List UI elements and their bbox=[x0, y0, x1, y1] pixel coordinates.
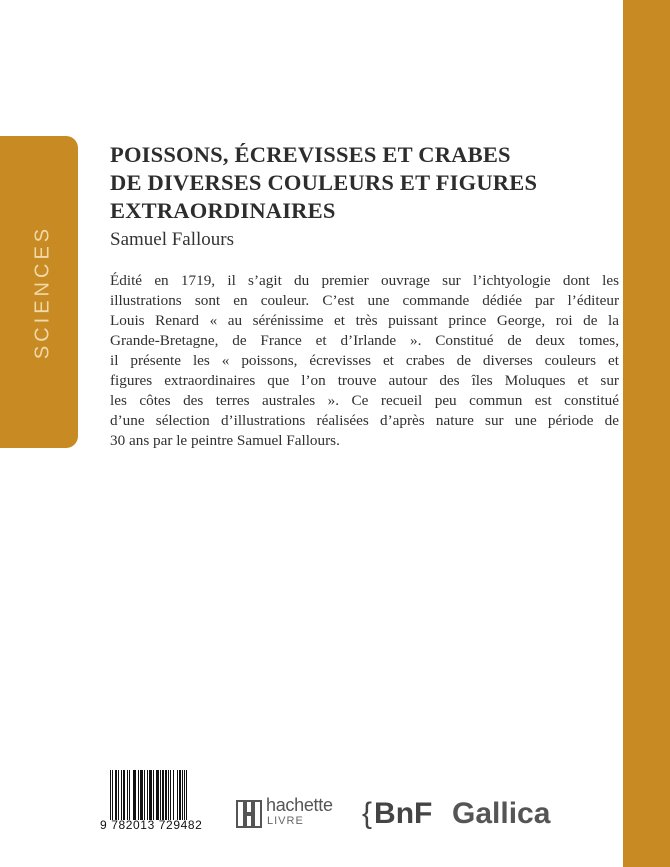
bnf-brace-icon: { bbox=[362, 797, 373, 830]
hachette-name: hachette bbox=[266, 795, 333, 815]
description-line: Louis Renard « au sérénissime et très puissant prince George, roi de la bbox=[110, 312, 619, 329]
isbn-barcode bbox=[100, 770, 224, 832]
isbn-digits: 9 782013 729482 bbox=[100, 818, 203, 832]
book-title bbox=[110, 141, 610, 225]
description-line: illustrations sont en couleur. C’est une commande dédiée par l’éditeur bbox=[110, 292, 619, 309]
cover-edge-band bbox=[623, 0, 670, 867]
description-line: les côtes des terres australes ». Ce recueil peu commun est constitué bbox=[110, 392, 619, 409]
gallica-logo: Gallica bbox=[452, 797, 551, 830]
book-title-line: DE DIVERSES COULEURS ET FIGURES bbox=[110, 170, 538, 195]
book-description bbox=[110, 271, 619, 451]
bnf-logo bbox=[362, 797, 432, 833]
description-line: figures extraordinaires que l’on trouve autour des îles Moluques et sur bbox=[110, 372, 619, 389]
hachette-sub: LIVRE bbox=[267, 815, 304, 827]
book-title-line: POISSONS, ÉCREVISSES ET CRABES bbox=[110, 142, 511, 167]
book-author: Samuel Fallours bbox=[110, 229, 235, 250]
description-line: d’une sélection d’illustrations réalisées d’après nature sur une période de bbox=[110, 412, 619, 429]
hachette-logo bbox=[236, 797, 346, 831]
category-label: SCIENCES bbox=[31, 224, 54, 360]
description-line: 30 ans par le peintre Samuel Fallours. bbox=[110, 432, 340, 449]
hachette-emblem-icon bbox=[236, 800, 262, 828]
description-line: il présente les « poissons, écrevisses et crabes de diverses couleurs et bbox=[110, 352, 619, 369]
book-title-line: EXTRAORDINAIRES bbox=[110, 198, 336, 223]
description-line: Grande-Bretagne, de France et d’Irlande ». Constitué de deux tomes, bbox=[110, 332, 619, 349]
bnf-name: BnF bbox=[374, 797, 433, 830]
barcode-bars bbox=[110, 770, 222, 820]
description-line: Édité en 1719, il s’agit du premier ouvrage sur l’ichtyologie dont les bbox=[110, 272, 619, 289]
